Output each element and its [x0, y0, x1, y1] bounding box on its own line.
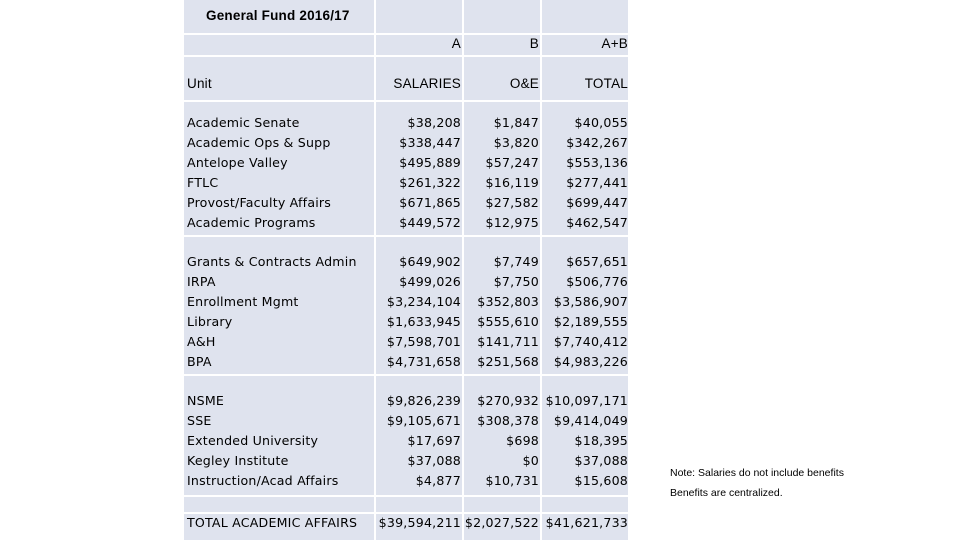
total-row-oe: $2,027,522: [464, 515, 539, 530]
table-row-oe: $7,750: [493, 274, 539, 289]
table-row-oe: $141,711: [477, 334, 539, 349]
table-row-salaries: $261,322: [399, 175, 461, 190]
table-row-unit: A&H: [187, 334, 216, 349]
total-row-salaries: $39,594,211: [378, 515, 461, 530]
table-row-total: $37,088: [574, 453, 628, 468]
table-row-unit: Academic Senate: [187, 115, 300, 130]
table-row-salaries: $1,633,945: [386, 314, 461, 329]
table-row-total: $506,776: [566, 274, 628, 289]
table-row-oe: $308,378: [477, 413, 539, 428]
table-row-total: $342,267: [566, 135, 628, 150]
grid-divider: [184, 100, 628, 102]
total-row-total: $41,621,733: [545, 515, 628, 530]
table-row-unit: NSME: [187, 393, 225, 408]
table-row-total: $7,740,412: [553, 334, 628, 349]
table-row-oe: $352,803: [477, 294, 539, 309]
table-row-unit: Academic Ops & Supp: [187, 135, 331, 150]
table-row-total: $15,608: [574, 473, 628, 488]
table-row-oe: $3,820: [493, 135, 539, 150]
total-row-label: TOTAL ACADEMIC AFFAIRS: [187, 515, 358, 530]
table-row-salaries: $649,902: [399, 254, 461, 269]
header-oe: O&E: [509, 76, 539, 91]
table-row-total: $40,055: [574, 115, 628, 130]
table-row-oe: $27,582: [485, 195, 539, 210]
table-row-salaries: $7,598,701: [386, 334, 461, 349]
table-row-total: $699,447: [566, 195, 628, 210]
table-row-total: $4,983,226: [553, 354, 628, 369]
grid-divider: [184, 235, 628, 237]
grid-divider: [374, 0, 376, 540]
table-row-total: $9,414,049: [553, 413, 628, 428]
table-row-oe: $12,975: [485, 215, 539, 230]
table-row-unit: FTLC: [187, 175, 219, 190]
table-row-oe: $16,119: [485, 175, 539, 190]
table-row-oe: $270,932: [477, 393, 539, 408]
header-salaries: SALARIES: [393, 76, 461, 91]
table-row-oe: $1,847: [493, 115, 539, 130]
table-row-salaries: $499,026: [399, 274, 461, 289]
table-row-salaries: $449,572: [399, 215, 461, 230]
footnote-line-2: Benefits are centralized.: [670, 487, 783, 499]
table-row-oe: $0: [522, 453, 539, 468]
table-row-unit: Kegley Institute: [187, 453, 289, 468]
table-row-unit: Enrollment Mgmt: [187, 294, 299, 309]
footnote: [670, 463, 844, 503]
budget-table: [184, 0, 628, 540]
table-row-total: $462,547: [566, 215, 628, 230]
table-row-salaries: $38,208: [407, 115, 461, 130]
table-row-unit: Library: [187, 314, 233, 329]
table-row-total: $657,651: [566, 254, 628, 269]
table-row-oe: $251,568: [477, 354, 539, 369]
table-row-total: $277,441: [566, 175, 628, 190]
table-row-oe: $698: [506, 433, 539, 448]
table-row-total: $3,586,907: [553, 294, 628, 309]
col-letter-salaries: A: [451, 36, 461, 51]
col-letter-oe: B: [529, 36, 539, 51]
table-row-salaries: $37,088: [407, 453, 461, 468]
table-row-unit: Instruction/Acad Affairs: [187, 473, 339, 488]
table-row-salaries: $17,697: [407, 433, 461, 448]
grid-divider: [184, 495, 628, 497]
table-row-salaries: $338,447: [399, 135, 461, 150]
table-row-total: $10,097,171: [545, 393, 628, 408]
grid-divider: [184, 33, 628, 35]
header-total: TOTAL: [584, 76, 628, 91]
table-row-salaries: $9,826,239: [386, 393, 461, 408]
table-row-oe: $57,247: [485, 155, 539, 170]
table-row-salaries: $4,877: [415, 473, 461, 488]
col-letter-total: A+B: [601, 36, 628, 51]
table-row-oe: $7,749: [493, 254, 539, 269]
grid-divider: [462, 0, 464, 540]
table-row-unit: IRPA: [187, 274, 216, 289]
footnote-line-1: Note: Salaries do not include benefits: [670, 467, 844, 479]
table-row-salaries: $9,105,671: [386, 413, 461, 428]
header-unit: Unit: [187, 76, 212, 91]
table-row-unit: Grants & Contracts Admin: [187, 254, 357, 269]
table-row-oe: $555,610: [477, 314, 539, 329]
table-row-unit: Academic Programs: [187, 215, 316, 230]
table-row-salaries: $4,731,658: [386, 354, 461, 369]
table-row-oe: $10,731: [485, 473, 539, 488]
table-row-total: $553,136: [566, 155, 628, 170]
table-row-total: $2,189,555: [553, 314, 628, 329]
table-title: General Fund 2016/17: [206, 8, 350, 23]
grid-divider: [540, 0, 542, 540]
table-row-unit: SSE: [187, 413, 212, 428]
table-row-salaries: $495,889: [399, 155, 461, 170]
table-row-total: $18,395: [574, 433, 628, 448]
table-row-unit: Provost/Faculty Affairs: [187, 195, 332, 210]
table-row-unit: Extended University: [187, 433, 319, 448]
table-row-salaries: $3,234,104: [386, 294, 461, 309]
grid-divider: [184, 374, 628, 376]
grid-divider: [184, 55, 628, 57]
table-row-unit: BPA: [187, 354, 212, 369]
table-row-salaries: $671,865: [399, 195, 461, 210]
table-row-unit: Antelope Valley: [187, 155, 288, 170]
